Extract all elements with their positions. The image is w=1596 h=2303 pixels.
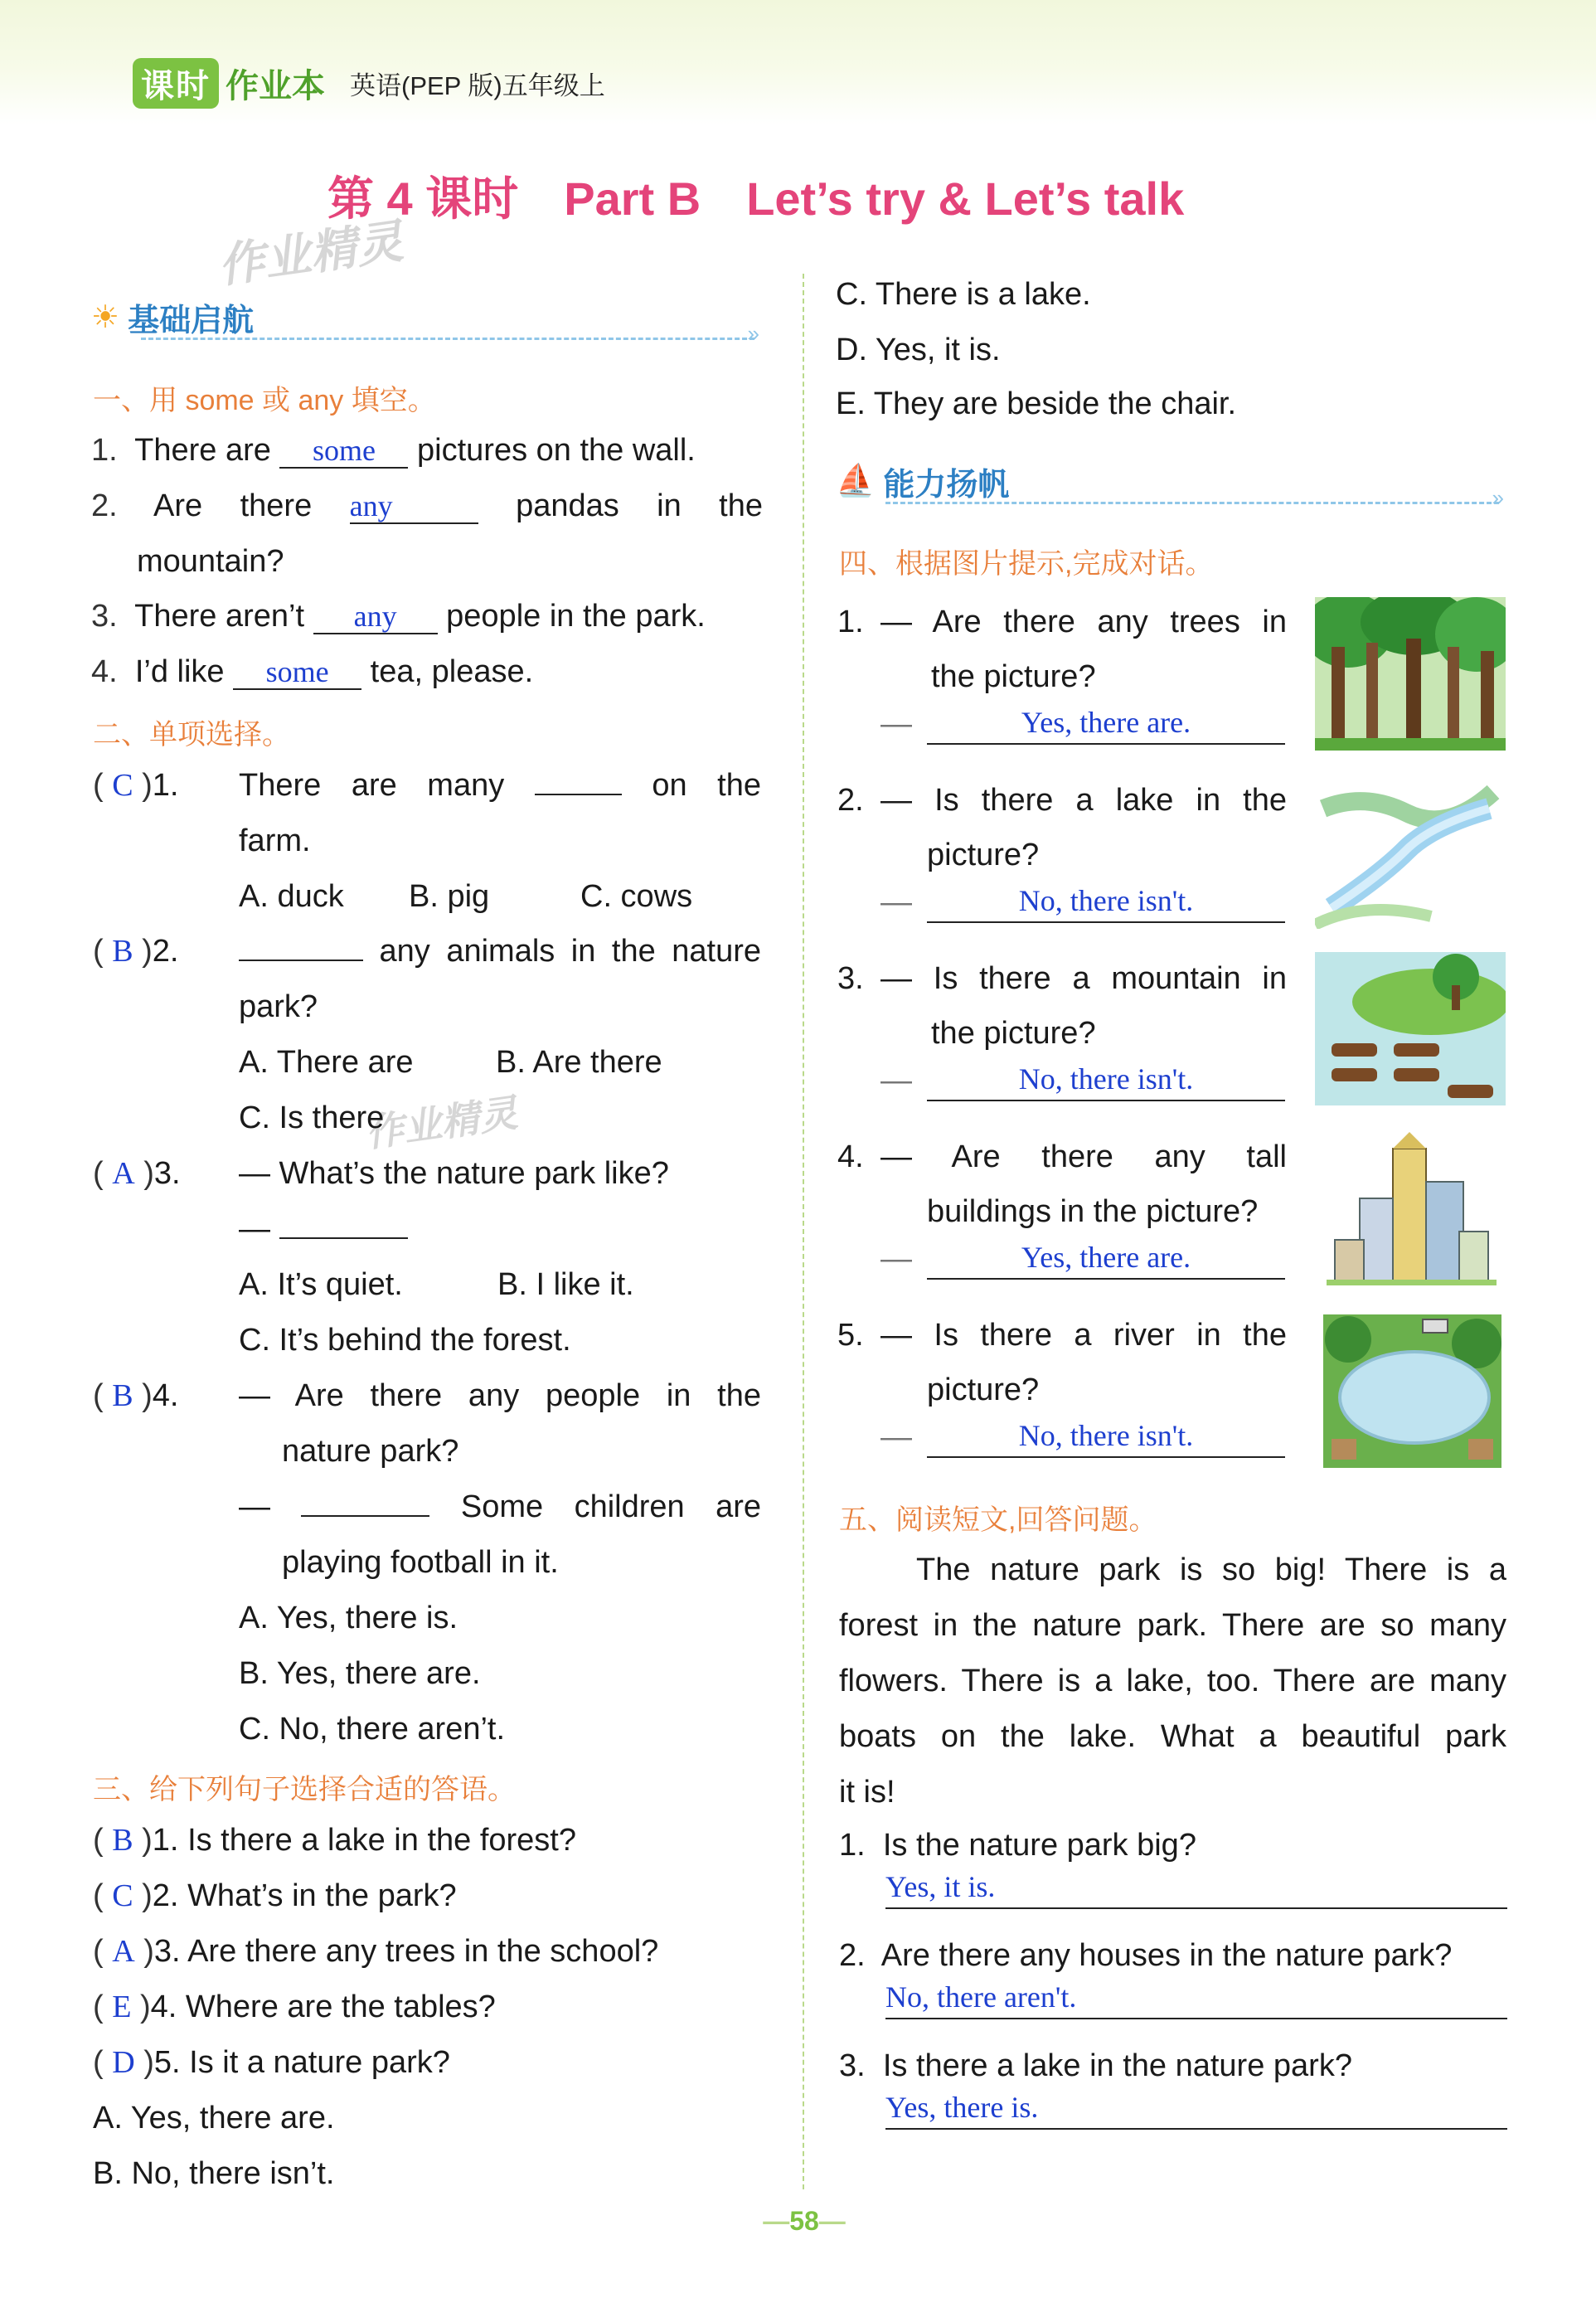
reading-answer[interactable]: Yes, it is. (885, 1868, 1507, 1909)
answer-blank[interactable]: some (279, 434, 408, 469)
match-item: ( B )1. Is there a lake in the forest? (93, 1823, 576, 1858)
choice-answer[interactable]: D (112, 2045, 135, 2080)
fill-item: 2. Are there any pandas in the (91, 488, 763, 523)
dialogue-num: 4. (837, 1139, 864, 1174)
match-item: ( A )3. Are there any trees in the school? (93, 1934, 659, 1969)
option: C. Is there (239, 1100, 385, 1135)
question-heading: 五、阅读短文,回答问题。 (839, 1504, 1157, 1536)
subject-label: 英语(PEP 版)五年级上 (350, 70, 605, 100)
dialogue-answer[interactable]: No, there isn't. (927, 882, 1285, 923)
lesson-topic: Let’s try & Let’s talk (746, 172, 1185, 225)
choice-stem: — (239, 1208, 408, 1250)
choice-bracket: ( A )3. (93, 1156, 181, 1191)
option: C. cows (580, 879, 693, 914)
dialogue-num: 2. (837, 783, 864, 818)
section-title: 基础启航 (128, 303, 255, 338)
question-heading: 一、用 some 或 any 填空。 (93, 385, 436, 416)
fill-item-continuation: mountain? (137, 544, 284, 579)
choice-stem: any animals in the nature (239, 930, 761, 972)
choice-bracket: ( B )4. (93, 1378, 179, 1413)
passage-line: forest in the nature park. There are so many (839, 1608, 1506, 1643)
choice-answer[interactable]: C (112, 768, 133, 803)
answer-blank[interactable]: some (233, 655, 361, 690)
dialogue-question: — Is there a river in the (880, 1318, 1287, 1353)
dialogue-num: 5. (837, 1318, 864, 1353)
dialogue-question: the picture? (931, 659, 1096, 694)
dialogue-num: 3. (837, 961, 864, 996)
option: B. pig (409, 879, 490, 914)
watermark-logo: 作业精灵 (362, 1091, 521, 1155)
arrow-icon: » (747, 321, 759, 346)
dialogue-answer[interactable]: No, there isn't. (927, 1416, 1285, 1458)
option: C. No, there aren’t. (239, 1712, 506, 1747)
page-title (327, 163, 1184, 229)
dialogue-question: — Is there a mountain in (880, 961, 1287, 996)
forest-icon (1315, 597, 1506, 751)
choice-answer[interactable]: B (112, 934, 133, 969)
match-item: ( C )2. What’s in the park? (93, 1878, 457, 1913)
match-item: ( E )4. Where are the tables? (93, 1990, 496, 2024)
section-basic (91, 292, 759, 346)
option: A. It’s quiet. (239, 1267, 403, 1302)
choice-stem: playing football in it. (282, 1545, 559, 1580)
reading-answer[interactable]: No, there aren't. (885, 1978, 1507, 2019)
page-number: —58— (763, 2206, 846, 2236)
passage-line: boats on the lake. What a beautiful park (839, 1719, 1506, 1754)
choice-stem: — Are there any people in the (239, 1378, 761, 1413)
choice-answer[interactable]: E (112, 1990, 132, 2024)
watermark-logo: 作业精灵 (215, 214, 406, 293)
option: A. duck (239, 879, 344, 914)
option: A. There are (239, 1045, 414, 1080)
sun-cloud-icon: ☀ (91, 299, 120, 335)
reading-question: 3. Is there a lake in the nature park? (839, 2048, 1352, 2083)
buildings-icon (1327, 1132, 1497, 1285)
match-choice: B. No, there isn’t. (93, 2156, 335, 2191)
column-divider (803, 274, 804, 2189)
dialogue-answer[interactable]: No, there isn't. (927, 1060, 1285, 1101)
choice-stem: nature park? (282, 1434, 459, 1469)
dialogue-question: — Are there any tall (880, 1139, 1287, 1174)
question-heading: 三、给下列句子选择合适的答语。 (93, 1774, 516, 1805)
match-choice: E. They are beside the chair. (836, 386, 1237, 421)
dialogue-answer[interactable]: Yes, there are. (927, 703, 1285, 745)
choice-stem: farm. (239, 824, 311, 858)
fill-item: 4. I’d like some tea, please. (91, 654, 534, 689)
lake-icon (1323, 1314, 1501, 1468)
brand-logo: 课时 (133, 58, 219, 109)
reading-question: 1. Is the nature park big? (839, 1828, 1196, 1863)
dialogue-num: 1. (837, 605, 864, 639)
sail-icon: ⛵ (836, 464, 876, 498)
passage-line: The nature park is so big! There is a (916, 1552, 1506, 1587)
river-icon (1315, 775, 1506, 929)
question-heading: 二、单项选择。 (93, 719, 290, 751)
reading-question: 2. Are there any houses in the nature park? (839, 1938, 1453, 1973)
choice-answer[interactable]: C (112, 1878, 133, 1913)
choice-stem: — What’s the nature park like? (239, 1156, 669, 1191)
choice-stem: — Some children are (239, 1489, 761, 1524)
lesson-part: Part B (564, 172, 701, 225)
option: B. Are there (496, 1045, 662, 1080)
reading-answer[interactable]: Yes, there is. (885, 2088, 1507, 2130)
fill-item: 1. There are some pictures on the wall. (91, 433, 696, 468)
lesson-number: 第 4 课时 (327, 172, 519, 225)
match-item: ( D )5. Is it a nature park? (93, 2045, 450, 2080)
dialogue-question: buildings in the picture? (927, 1194, 1259, 1229)
match-choice: D. Yes, it is. (836, 333, 1001, 367)
passage-line: flowers. There is a lake, too. There are many (839, 1664, 1506, 1698)
section-ability (836, 456, 1504, 510)
section-title: 能力扬帆 (883, 467, 1010, 503)
passage-line: it is! (839, 1775, 895, 1810)
fill-item: 3. There aren’t any people in the park. (91, 599, 706, 634)
dialogue-question: picture? (927, 838, 1040, 872)
dialogue-question: — Is there a lake in the (880, 783, 1287, 818)
choice-answer[interactable]: B (112, 1823, 133, 1858)
choice-bracket: ( B )2. (93, 934, 179, 969)
choice-stem: There are many on the (239, 768, 762, 803)
option: B. I like it. (497, 1267, 634, 1302)
option: B. Yes, there are. (239, 1656, 481, 1691)
arrow-icon: » (1492, 485, 1504, 510)
match-choice: C. There is a lake. (836, 277, 1091, 312)
choice-answer[interactable]: B (112, 1378, 133, 1413)
choice-answer[interactable]: A (112, 1156, 135, 1191)
match-choice: A. Yes, there are. (93, 2101, 335, 2135)
dialogue-question: picture? (927, 1373, 1040, 1407)
island-boats-icon (1315, 952, 1506, 1105)
dialogue-answer[interactable]: Yes, there are. (927, 1238, 1285, 1280)
brand-name: 作业本 (226, 67, 325, 104)
option: A. Yes, there is. (239, 1601, 458, 1635)
answer-blank[interactable]: any (313, 600, 438, 634)
choice-answer[interactable]: A (112, 1934, 135, 1969)
choice-stem: park? (239, 989, 318, 1024)
option: C. It’s behind the forest. (239, 1323, 571, 1358)
dialogue-question: the picture? (931, 1016, 1096, 1051)
dialogue-question: — Are there any trees in (880, 605, 1287, 639)
answer-blank[interactable]: any (350, 489, 478, 524)
header (133, 58, 605, 108)
question-heading: 四、根据图片提示,完成对话。 (839, 548, 1214, 580)
choice-bracket: ( C )1. (93, 768, 179, 803)
